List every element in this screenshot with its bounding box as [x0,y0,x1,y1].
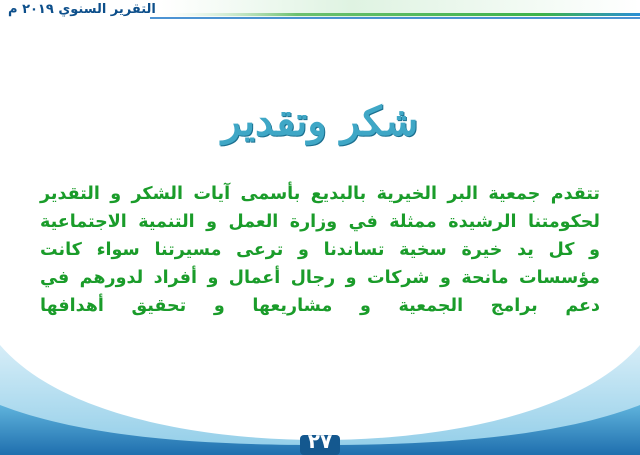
paragraph-line: لحكومتنا الرشيدة ممثلة في وزارة العمل و التنمية الاجتماعية [40,212,600,232]
paragraph-line: و كل يد خيرة سخية تساندنا و ترعى مسيرتنا سواء كانت [40,240,600,260]
paragraph-line: تتقدم جمعية البر الخيرية بالبديع بأسمى آيات الشكر و التقدير [40,184,600,204]
report-title: التقرير السنوي ٢٠١٩ م [8,2,156,17]
thanks-heading: شكر وتقدير [221,98,419,145]
paragraph-line: مؤسسات مانحة و شركات و رجال أعمال و أفراد لدورهم في [40,268,600,288]
thanks-paragraph [40,180,600,320]
header-band [0,0,640,22]
paragraph-line: دعم برامج الجمعية و مشاريعها و تحقيق أهدافها [40,296,600,316]
page-number: ٢٧ [307,429,333,453]
